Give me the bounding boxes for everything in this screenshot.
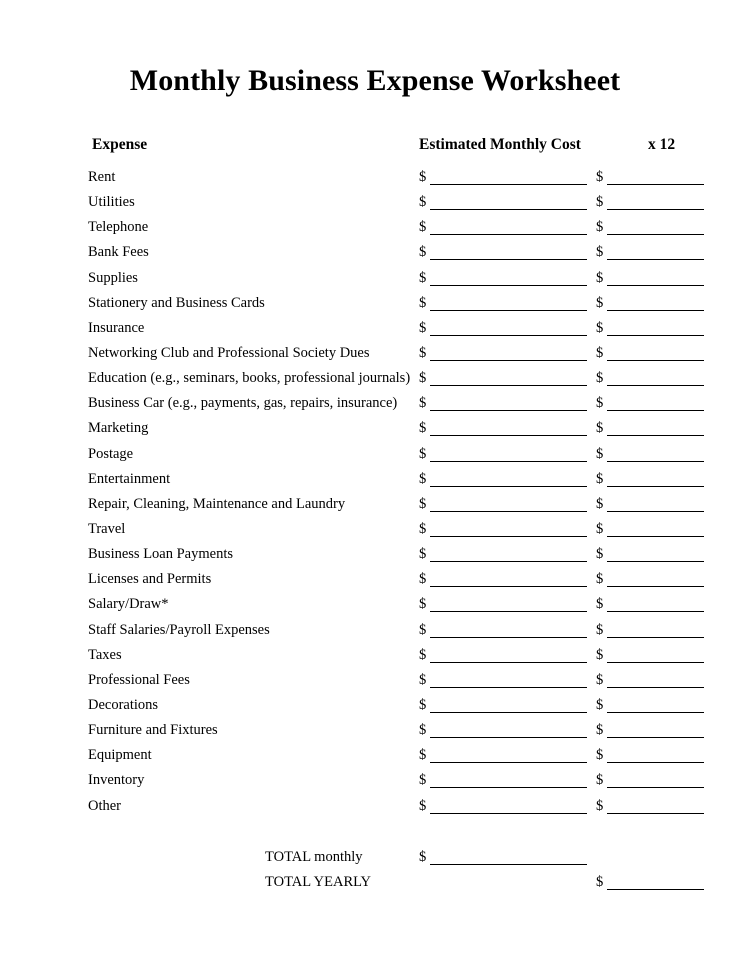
- monthly-cost-blank[interactable]: [430, 687, 587, 688]
- currency-symbol: $: [419, 646, 427, 663]
- expense-label: Travel: [88, 520, 126, 537]
- expense-label: Insurance: [88, 319, 145, 336]
- currency-symbol: $: [596, 671, 604, 688]
- monthly-cost-blank[interactable]: [430, 611, 587, 612]
- yearly-cost-blank[interactable]: [607, 410, 704, 411]
- currency-symbol: $: [596, 722, 604, 739]
- monthly-cost-blank[interactable]: [430, 435, 587, 436]
- yearly-cost-blank[interactable]: [607, 536, 704, 537]
- expense-label: Bank Fees: [88, 244, 149, 261]
- monthly-cost-blank[interactable]: [430, 762, 587, 763]
- monthly-cost-blank[interactable]: [430, 712, 587, 713]
- yearly-cost-blank[interactable]: [607, 787, 704, 788]
- expense-row: [0, 194, 750, 219]
- monthly-cost-blank[interactable]: [430, 536, 587, 537]
- expense-label: Business Loan Payments: [88, 546, 233, 563]
- expense-label: Taxes: [88, 646, 122, 663]
- expense-label: Furniture and Fixtures: [88, 722, 218, 739]
- yearly-cost-blank[interactable]: [607, 385, 704, 386]
- expense-row: [0, 496, 750, 521]
- expense-row: [0, 596, 750, 621]
- expense-label: Professional Fees: [88, 671, 190, 688]
- expense-row: [0, 270, 750, 295]
- currency-symbol: $: [596, 370, 604, 387]
- currency-symbol: $: [419, 571, 427, 588]
- expense-row: [0, 446, 750, 471]
- total-yearly-blank[interactable]: [607, 889, 704, 890]
- monthly-cost-blank[interactable]: [430, 410, 587, 411]
- expense-row: [0, 395, 750, 420]
- monthly-cost-blank[interactable]: [430, 813, 587, 814]
- currency-symbol: $: [419, 294, 427, 311]
- currency-symbol: $: [419, 621, 427, 638]
- expense-label: Licenses and Permits: [88, 571, 212, 588]
- currency-symbol: $: [419, 797, 427, 814]
- currency-symbol: $: [596, 546, 604, 563]
- currency-symbol: $: [596, 319, 604, 336]
- monthly-cost-blank[interactable]: [430, 259, 587, 260]
- expense-label: Entertainment: [88, 470, 171, 487]
- expense-row: [0, 672, 750, 697]
- currency-symbol: $: [596, 646, 604, 663]
- currency-symbol: $: [419, 370, 427, 387]
- monthly-cost-blank[interactable]: [430, 662, 587, 663]
- currency-symbol: $: [596, 696, 604, 713]
- monthly-cost-blank[interactable]: [430, 335, 587, 336]
- expense-label: Business Car (e.g., payments, gas, repairs, insurance): [88, 395, 398, 412]
- currency-symbol: $: [596, 244, 604, 261]
- yearly-cost-blank[interactable]: [607, 184, 704, 185]
- currency-symbol: $: [596, 169, 604, 185]
- expense-label: Telephone: [88, 219, 149, 236]
- yearly-cost-blank[interactable]: [607, 234, 704, 235]
- expense-row: [0, 420, 750, 445]
- yearly-cost-blank[interactable]: [607, 461, 704, 462]
- expense-label: Equipment: [88, 747, 152, 764]
- currency-symbol: $: [596, 520, 604, 537]
- currency-symbol: $: [596, 797, 604, 814]
- yearly-cost-blank[interactable]: [607, 611, 704, 612]
- currency-symbol: $: [596, 219, 604, 236]
- expense-list: [0, 169, 750, 823]
- expense-label: Decorations: [88, 696, 159, 713]
- currency-symbol: $: [596, 495, 604, 512]
- currency-symbol: $: [596, 269, 604, 286]
- page-title: Monthly Business Expense Worksheet: [129, 64, 621, 97]
- monthly-cost-blank[interactable]: [430, 184, 587, 185]
- expense-row: [0, 772, 750, 797]
- currency-symbol: $: [596, 294, 604, 311]
- expense-row: [0, 521, 750, 546]
- currency-symbol: $: [419, 772, 427, 789]
- column-header-x12: x 12: [648, 136, 676, 153]
- currency-symbol: $: [419, 596, 427, 613]
- expense-label: Utilities: [88, 194, 135, 211]
- yearly-cost-blank[interactable]: [607, 712, 704, 713]
- monthly-cost-blank[interactable]: [430, 285, 587, 286]
- yearly-cost-blank[interactable]: [607, 486, 704, 487]
- currency-symbol: $: [596, 344, 604, 361]
- currency-symbol: $: [419, 445, 427, 462]
- monthly-cost-blank[interactable]: [430, 561, 587, 562]
- currency-symbol: $: [596, 395, 604, 412]
- currency-symbol: $: [596, 470, 604, 487]
- currency-symbol: $: [419, 269, 427, 286]
- total-yearly-row: [0, 874, 750, 899]
- expense-label: Postage: [88, 445, 134, 462]
- monthly-cost-blank[interactable]: [430, 310, 587, 311]
- currency-symbol: $: [419, 169, 427, 185]
- currency-symbol: $: [596, 772, 604, 789]
- column-header-estimated-monthly-cost: Estimated Monthly Cost: [419, 136, 581, 153]
- currency-symbol: $: [419, 546, 427, 563]
- yearly-cost-blank[interactable]: [607, 435, 704, 436]
- currency-symbol: $: [419, 194, 427, 211]
- monthly-cost-blank[interactable]: [430, 486, 587, 487]
- expense-label: Networking Club and Professional Society Dues: [88, 344, 370, 361]
- expense-label: Repair, Cleaning, Maintenance and Laundry: [88, 495, 346, 512]
- monthly-cost-blank[interactable]: [430, 586, 587, 587]
- expense-row: [0, 697, 750, 722]
- expense-label: Staff Salaries/Payroll Expenses: [88, 621, 270, 638]
- expense-row: [0, 798, 750, 823]
- currency-symbol: $: [419, 219, 427, 236]
- expense-row: [0, 471, 750, 496]
- yearly-cost-blank[interactable]: [607, 310, 704, 311]
- expense-label: Education (e.g., seminars, books, professional journals): [88, 370, 411, 387]
- yearly-cost-blank[interactable]: [607, 687, 704, 688]
- expense-row: [0, 169, 750, 194]
- expense-row: [0, 722, 750, 747]
- column-header-expense: Expense: [92, 136, 148, 153]
- expense-label: Other: [88, 797, 122, 814]
- currency-symbol: $: [419, 671, 427, 688]
- currency-symbol: $: [419, 747, 427, 764]
- currency-symbol: $: [419, 495, 427, 512]
- expense-row: [0, 747, 750, 772]
- expense-row: [0, 345, 750, 370]
- yearly-cost-blank[interactable]: [607, 511, 704, 512]
- expense-row: [0, 370, 750, 395]
- currency-symbol: $: [596, 621, 604, 638]
- monthly-cost-blank[interactable]: [430, 511, 587, 512]
- currency-symbol: $: [596, 445, 604, 462]
- expense-label: Rent: [88, 169, 116, 185]
- expense-row: [0, 295, 750, 320]
- currency-symbol: $: [419, 849, 427, 865]
- monthly-cost-blank[interactable]: [430, 385, 587, 386]
- monthly-cost-blank[interactable]: [430, 360, 587, 361]
- monthly-cost-blank[interactable]: [430, 637, 587, 638]
- currency-symbol: $: [419, 520, 427, 537]
- currency-symbol: $: [419, 395, 427, 412]
- monthly-cost-blank[interactable]: [430, 234, 587, 235]
- monthly-cost-blank[interactable]: [430, 461, 587, 462]
- currency-symbol: $: [596, 571, 604, 588]
- currency-symbol: $: [596, 747, 604, 764]
- expense-row: [0, 219, 750, 244]
- expense-row: [0, 647, 750, 672]
- yearly-cost-blank[interactable]: [607, 259, 704, 260]
- yearly-cost-blank[interactable]: [607, 285, 704, 286]
- yearly-cost-blank[interactable]: [607, 561, 704, 562]
- currency-symbol: $: [419, 722, 427, 739]
- expense-label: Marketing: [88, 420, 149, 437]
- yearly-cost-blank[interactable]: [607, 335, 704, 336]
- expense-label: Inventory: [88, 772, 145, 789]
- currency-symbol: $: [419, 470, 427, 487]
- total-monthly-label: TOTAL monthly: [265, 849, 363, 865]
- total-yearly-label: TOTAL YEARLY: [265, 874, 371, 890]
- expense-row: [0, 546, 750, 571]
- currency-symbol: $: [596, 874, 604, 890]
- currency-symbol: $: [419, 319, 427, 336]
- monthly-cost-blank[interactable]: [430, 209, 587, 210]
- expense-row: [0, 320, 750, 345]
- expense-row: [0, 571, 750, 596]
- yearly-cost-blank[interactable]: [607, 662, 704, 663]
- yearly-cost-blank[interactable]: [607, 762, 704, 763]
- currency-symbol: $: [419, 244, 427, 261]
- expense-row: [0, 622, 750, 647]
- expense-label: Supplies: [88, 269, 138, 286]
- monthly-cost-blank[interactable]: [430, 737, 587, 738]
- currency-symbol: $: [419, 696, 427, 713]
- monthly-cost-blank[interactable]: [430, 787, 587, 788]
- yearly-cost-blank[interactable]: [607, 586, 704, 587]
- currency-symbol: $: [419, 344, 427, 361]
- total-monthly-row: [0, 849, 750, 874]
- currency-symbol: $: [596, 420, 604, 437]
- expense-label: Salary/Draw*: [88, 596, 169, 613]
- totals-section: [0, 849, 750, 899]
- yearly-cost-blank[interactable]: [607, 360, 704, 361]
- total-monthly-blank[interactable]: [430, 864, 587, 865]
- currency-symbol: $: [596, 596, 604, 613]
- yearly-cost-blank[interactable]: [607, 209, 704, 210]
- expense-row: [0, 244, 750, 269]
- currency-symbol: $: [419, 420, 427, 437]
- expense-label: Stationery and Business Cards: [88, 294, 265, 311]
- currency-symbol: $: [596, 194, 604, 211]
- yearly-cost-blank[interactable]: [607, 813, 704, 814]
- yearly-cost-blank[interactable]: [607, 637, 704, 638]
- yearly-cost-blank[interactable]: [607, 737, 704, 738]
